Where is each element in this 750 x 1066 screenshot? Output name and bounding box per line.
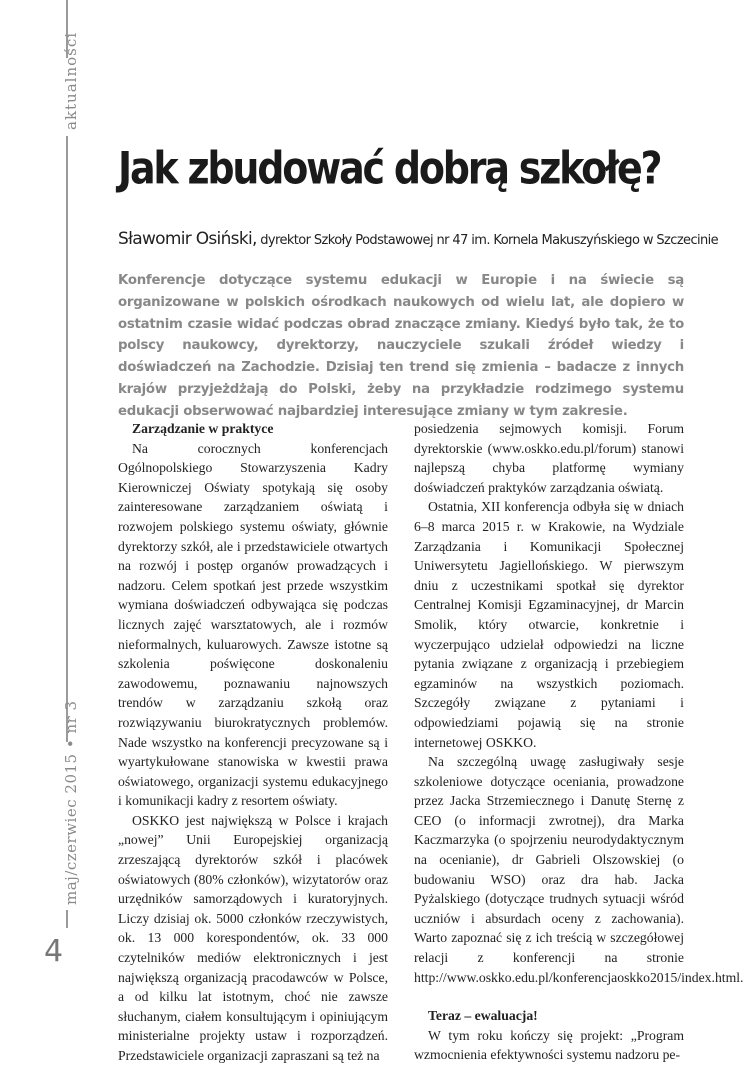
body-paragraph: posiedzenia sejmowych komisji. Forum dyrektorskie (www.oskko.edu.pl/forum) stanowi najlepszą chyba platformę wymiany doświadczeń praktyków zarządzania oświatą.: [414, 421, 684, 495]
issue-label-text: maj/czerwiec 2015 • nr 3: [62, 700, 80, 905]
article-title: Jak zbudować dobrą szkołę?: [118, 142, 661, 194]
issue-label: [58, 700, 80, 905]
section-label-text: aktualności: [62, 31, 80, 130]
section-heading: Teraz – ewaluacja!: [428, 1008, 538, 1024]
right-column: [414, 419, 744, 1065]
side-rule-bottom: [66, 910, 68, 928]
body-paragraph: Ostatnia, XII konferencja odbyła się w dniach 6–8 marca 2015 r. w Krakowie, na Wydziale Zarządzania i Komunikacji Społecznej Uniwersytetu Jagiellońskiego. W pierwszym dniu z uczestnikami spotkał się dyrektor Centralnej Komisji Egzaminacyjnej, dr Marcin Smolik, który otwarcie, konkretnie i wyczerpująco udzielał odpowiedzi na liczne pytania związane z organizacją i przebiegiem egzaminów na wszystkich poziomach. Szczegóły związane z pytaniami i odpowiedziami pojawią się na stronie internetowej OSKKO.: [414, 499, 684, 750]
body-paragraph: OSKKO jest największą w Polsce i krajach „nowej” Unii Europejskiej organizacją zrzeszającą dyrektorów szkół i placówek oświatowych (80% członków), wizytatorów oraz urzędników samorządowych i kuratoryjnych. Liczy dzisiaj ok. 5000 członków rzeczywistych, ok. 13 000 korespondentów, ok. 33 000 czytelników mediów elektronicznych i jest największą organizacją pracodawców w Polsce, a od kilku lat istotnym, choć nie zawsze słuchanym, ciałem konsultującym i opiniującym ministerialne projekty ustaw i rozporządzeń. Przedstawiciele organizacji zapraszani są też na: [118, 812, 388, 1063]
body-paragraph: Na corocznych konferencjach Ogólnopolskiego Stowarzyszenia Kadry Kierowniczej Oświaty spotykają się osoby zainteresowane zarządzaniem oświatą i rozwojem polskiego systemu oświaty, głównie dyrektorzy szkół, ale i przedstawiciele otwartych na rozwój i postęp organów prowadzących i nadzoru. Celem spotkań jest przede wszystkim wymiana doświadczeń odbywająca się podczas licznych zajęć warsztatowych, ale i rozmów nieformalnych, kuluarowych. Zawsze istotne są szkolenia poświęcone doskonaleniu zawodowemu, poznawaniu najnowszych trendów w zarządzaniu szkołą oraz rozwiązywaniu biurokratycznych problemów. Nade wszystko na konferencji precyzowane są i wyartykułowane stanowiska w kwestii prawa oświatowego, organizacji systemu edukacyjnego i komunikacji kadry z resortem oświaty.: [118, 440, 388, 809]
section-heading: Zarządzanie w praktyce: [132, 421, 274, 436]
side-rule-middle: [66, 136, 68, 742]
author-role: dyrektor Szkoły Podstawowej nr 47 im. Kornela Makuszyńskiego w Szczecinie: [260, 233, 719, 248]
lead-paragraph: Konferencje dotyczące systemu edukacji w Europie i na świecie są organizowane w polskich ośrodkach naukowych od wielu lat, ale dopiero w ostatnim czasie widać podczas obrad znaczące zmiany. Kiedyś było tak, że to polscy naukowcy, dyrektorzy, nauczyciele szukali źródeł wiedzy i doświadczeń na Zachodzie. Dzisiaj ten trend się zmienia – badacze z innych krajów przyjeżdżają do Polski, żeby na przykładzie rodzimego systemu edukacji obserwować najbardziej interesujące zmiany w tym zakresie.: [118, 273, 684, 419]
byline: [118, 229, 718, 249]
body-paragraph: W tym roku kończy się projekt: „Program wzmocnienia efektywności systemu nadzoru pe-: [414, 1027, 684, 1063]
page-number: 4: [44, 934, 64, 969]
body-paragraph: Na szczególną uwagę zasługiwały sesje szkoleniowe dotyczące oceniania, prowadzone przez Jacka Strzemiecznego i Danutę Sternę z CEO (o informacji zwrotnej), dra Marka Kaczmarzyka (o spojrzeniu neurodydaktycznym na ocenianie), dr Gabrieli Olszowskiej (o budowaniu WSO) oraz dra hab. Jacka Pyżalskiego (dotyczące trudnych sytuacji wśród uczniów i absurdach oceny z zachowania). Warto zapoznać się z ich treścią w szczegółowej relacji z konferencji na stronie http://www.oskko.edu.pl/konferencjaoskko2015/index.html.: [414, 754, 744, 985]
left-column: [118, 419, 388, 1066]
section-label: [58, 31, 80, 130]
author-name: Sławomir Osiński,: [118, 229, 257, 249]
